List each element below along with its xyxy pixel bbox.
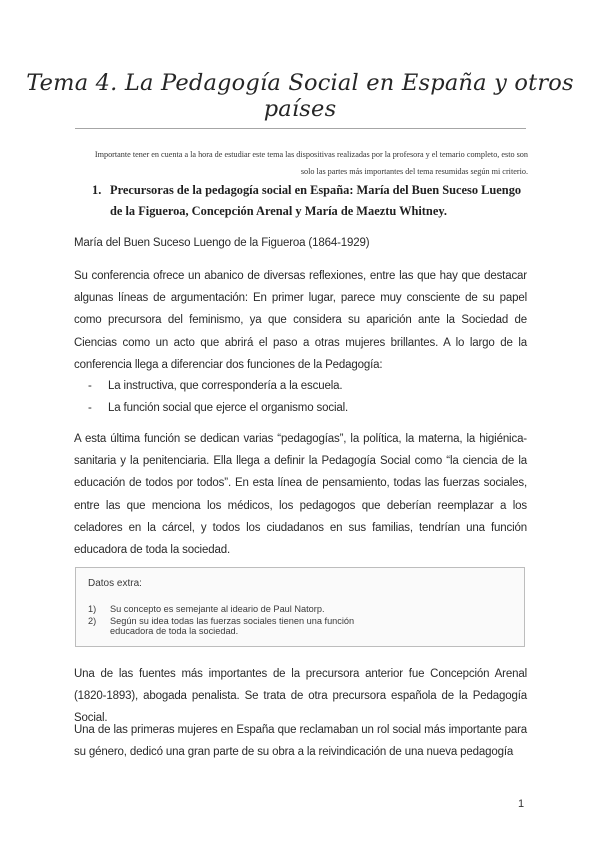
extra-data-box — [75, 567, 525, 647]
list-item — [88, 604, 388, 615]
section-heading — [92, 180, 530, 222]
study-note: Importante tener en cuenta a la hora de estudiar este tema las dispositivas realizadas por la profesora y el temario completo, esto son solo las partes más importantes del tema resumidas según mi criterio. — [94, 150, 528, 176]
list-item-text: Según su idea todas las fuerzas sociales tienen una función educadora de toda la sociedad. — [110, 615, 355, 636]
list-marker: - — [88, 402, 92, 414]
page-number: 1 — [518, 798, 525, 810]
list-marker: - — [88, 380, 92, 392]
functions-list — [88, 375, 348, 419]
extra-data-title: Datos extra: — [88, 578, 142, 589]
paragraph-4: Una de las primeras mujeres en España que reclamaban un rol social más importante para su género, dedicó una gran parte de su obra a la reivindicación de una nueva pedagogía — [74, 724, 527, 759]
list-item — [88, 397, 348, 419]
section-heading-text: Precursoras de la pedagogía social en España: María del Buen Suceso Luengo de la Figueroa, Concepción Arenal y María de Maeztu Whitney. — [110, 183, 522, 218]
list-item-text: La función social que ejerce el organismo social. — [108, 402, 349, 414]
paragraph-3: Una de las fuentes más importantes de la precursora anterior fue Concepción Arenal (1820-1893), abogada penalista. Se trata de otra precursora española de la Pedagogía Social. — [74, 668, 527, 725]
subheading: María del Buen Suceso Luengo de la Figueroa (1864-1929) — [74, 237, 370, 249]
list-number: 2) — [88, 615, 97, 626]
list-item-text: La instructiva, que correspondería a la escuela. — [108, 380, 343, 392]
extra-data-list — [88, 604, 388, 638]
title-divider — [75, 128, 526, 129]
paragraph-1: Su conferencia ofrece un abanico de diversas reflexiones, entre las que hay que destacar algunas líneas de argumentación: En primer lugar, parece muy consciente de su papel como precursora del feminismo, ya que considera su aparición ante la Sociedad de Ciencias como un acto que abrirá el paso a otras mujeres brillantes. A lo largo de la conferencia llega a diferenciar dos funciones de la Pedagogía: — [74, 270, 527, 371]
page-title: Tema 4. La Pedagogía Social en España y otros países — [26, 70, 574, 122]
list-item — [88, 616, 388, 637]
list-number: 1) — [88, 604, 97, 614]
section-number: 1. — [92, 183, 102, 197]
list-item — [88, 375, 348, 397]
list-item-text: Su concepto es semejante al ideario de Paul Natorp. — [110, 604, 325, 614]
paragraph-2: A esta última función se dedican varias “pedagogías”, la política, la materna, la higiénica-sanitaria y la penitenciaria. Ella llega a definir la Pedagogía Social como “la ciencia de la educación de todos por todos”. En esta línea de pensamiento, todas las fuerzas sociales, entre las que menciona los médicos, los pedagogos que deberían reemplazar a los celadores en la cárcel, y todos los ciudadanos en sus familias, tendrían una función educadora de toda la sociedad. — [74, 433, 527, 557]
